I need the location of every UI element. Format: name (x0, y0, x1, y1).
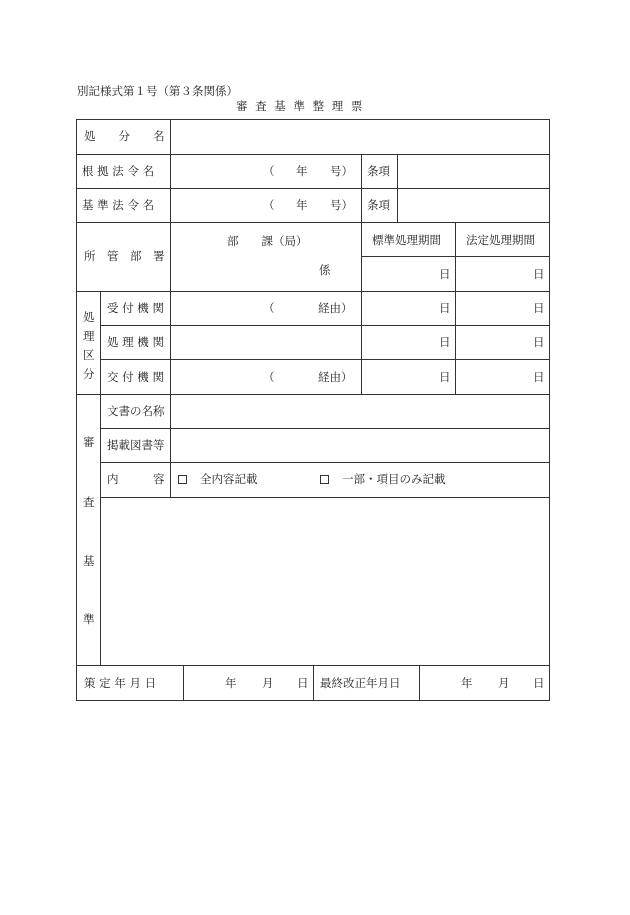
form-title: 審 査 基 準 整 理 票 (236, 99, 365, 113)
processing-agency-label: 処 理 機 関 (107, 335, 164, 349)
form-number: 別記様式第１号（第３条関係） (77, 84, 238, 98)
department-label: 所 管 部 署 (84, 249, 165, 263)
base-law-number-label: 号） (330, 164, 353, 178)
standard-law-year-open: （ (263, 198, 275, 212)
issuing-agency-label: 交 付 機 関 (107, 370, 164, 384)
issuing-via-close: 経由） (318, 370, 353, 384)
processing-agency-field[interactable] (171, 326, 361, 359)
established-date-field[interactable] (184, 666, 313, 700)
criteria-content-area[interactable] (101, 498, 549, 665)
standard-law-label: 基 準 法 令 名 (82, 198, 155, 212)
department-standard-day: 日 (439, 267, 451, 281)
last-revised-year-label: 年 (461, 676, 473, 690)
issuing-legal-day: 日 (533, 370, 545, 384)
disposition-field[interactable] (171, 120, 549, 154)
last-revised-label: 最終改正年月日 (320, 676, 401, 690)
base-law-label: 根 拠 法 令 名 (82, 164, 155, 178)
established-date-label: 策 定 年 月 日 (84, 676, 157, 690)
content-label: 内 容 (107, 472, 165, 486)
processing-group-char: 理 (83, 329, 95, 343)
legal-period-header: 法定処理期間 (466, 233, 535, 247)
partial-content-option-label: 一部・項目のみ記載 (342, 472, 446, 486)
department-field[interactable] (171, 223, 361, 291)
processing-group-char: 分 (83, 367, 95, 381)
department-section-label: 係 (319, 263, 331, 277)
department-legal-day: 日 (533, 267, 545, 281)
receiving-agency-label: 受 付 機 関 (107, 301, 164, 315)
established-month-label: 月 (262, 676, 274, 690)
standard-law-article-label: 条項 (367, 198, 390, 212)
established-day-label: 日 (297, 676, 309, 690)
department-bureau-label: 部 課（局） (227, 234, 308, 248)
processing-standard-day: 日 (439, 335, 451, 349)
criteria-group-char: 査 (83, 495, 95, 509)
document-name-field[interactable] (171, 395, 549, 428)
partial-content-checkbox[interactable] (320, 475, 329, 484)
last-revised-month-label: 月 (498, 676, 510, 690)
receiving-legal-day: 日 (533, 301, 545, 315)
publication-field[interactable] (171, 429, 549, 462)
standard-law-year-label: 年 (296, 198, 308, 212)
base-law-article-field[interactable] (398, 155, 549, 188)
last-revised-day-label: 日 (533, 676, 545, 690)
standard-law-article-field[interactable] (398, 189, 549, 222)
criteria-group-char: 審 (83, 435, 95, 449)
issuing-standard-day: 日 (439, 370, 451, 384)
publication-label: 掲載図書等 (107, 438, 165, 452)
criteria-group-char: 基 (83, 554, 95, 568)
receiving-via-open: （ (263, 301, 275, 315)
last-revised-date-field[interactable] (420, 666, 549, 700)
standard-period-header: 標準処理期間 (372, 233, 441, 247)
processing-group-char: 区 (83, 348, 95, 362)
receiving-standard-day: 日 (439, 301, 451, 315)
processing-legal-day: 日 (533, 335, 545, 349)
base-law-year-open: （ (263, 164, 275, 178)
full-content-option-label: 全内容記載 (200, 472, 258, 486)
disposition-label: 処 分 名 (84, 129, 165, 143)
issuing-via-open: （ (263, 370, 275, 384)
base-law-article-label: 条項 (367, 164, 390, 178)
criteria-group-char: 準 (83, 612, 95, 626)
processing-group-char: 処 (83, 310, 95, 324)
receiving-via-close: 経由） (318, 301, 353, 315)
standard-law-number-label: 号） (330, 198, 353, 212)
document-name-label: 文書の名称 (107, 404, 165, 418)
base-law-year-label: 年 (296, 164, 308, 178)
full-content-checkbox[interactable] (178, 475, 187, 484)
established-year-label: 年 (225, 676, 237, 690)
